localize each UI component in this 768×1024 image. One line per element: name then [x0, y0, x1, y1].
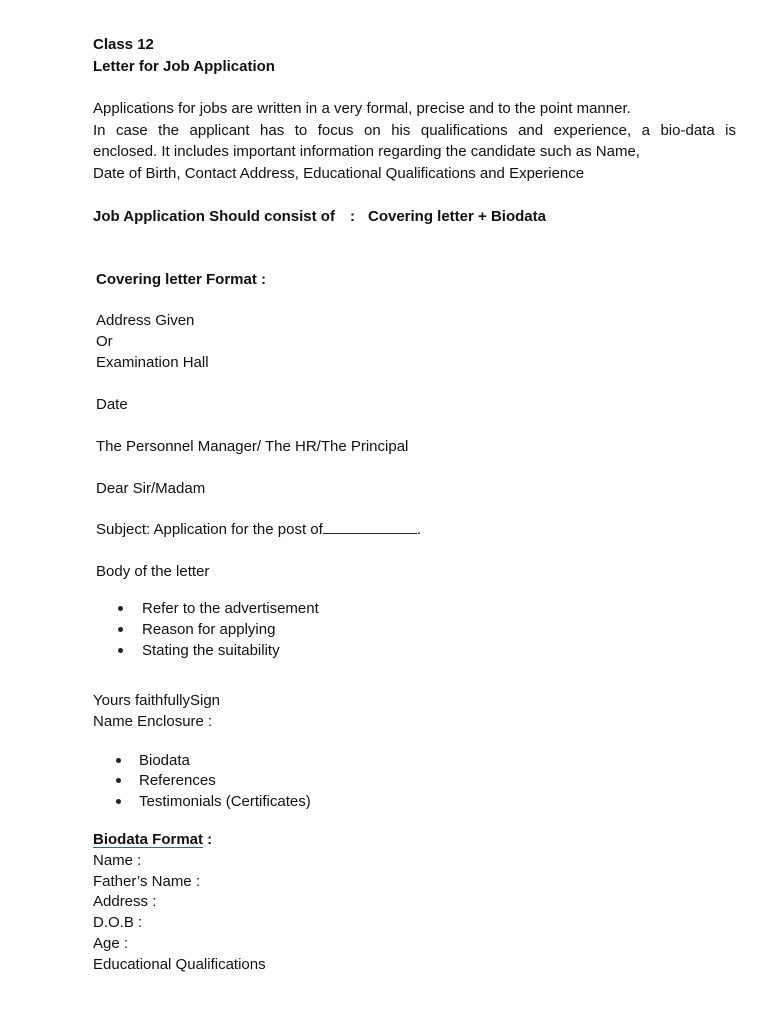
examination-hall: Examination Hall	[96, 354, 209, 371]
biodata-field-age: Age :	[93, 935, 129, 952]
consist-value: Covering letter + Biodata	[368, 208, 546, 225]
intro-line-1: Applications for jobs are written in a very formal, precise and to the point manner.	[93, 100, 631, 117]
biodata-field-name: Name :	[93, 852, 142, 869]
bullet-icon	[116, 758, 121, 763]
covering-heading: Covering letter Format :	[96, 271, 267, 288]
biodata-field-address: Address :	[93, 893, 157, 910]
biodata-field-fathers-name: Father’s Name :	[93, 873, 200, 890]
intro-line-4: Date of Birth, Contact Address, Educational Qualifications and Experience	[93, 165, 585, 182]
enclosure-line: Name Enclosure :	[93, 713, 213, 730]
body-point-1: Refer to the advertisement	[142, 600, 319, 617]
subject-line	[96, 519, 421, 540]
subject-suffix: .	[416, 521, 421, 538]
body-point-2: Reason for applying	[142, 621, 276, 638]
recipient-line: The Personnel Manager/ The HR/The Principal	[96, 438, 409, 455]
biodata-heading-text: Biodata Format	[93, 831, 204, 848]
address-given: Address Given	[96, 312, 195, 329]
biodata-heading	[93, 829, 212, 850]
subject-blank	[323, 519, 417, 534]
bullet-icon	[118, 627, 123, 632]
bullet-icon	[116, 799, 121, 804]
enclosure-item-2: References	[139, 772, 216, 789]
salutation: Dear Sir/Madam	[96, 480, 206, 497]
body-point-3: Stating the suitability	[142, 642, 280, 659]
subject-prefix: Subject: Application for the post of	[96, 521, 323, 538]
consist-separator: :	[350, 208, 355, 225]
enclosure-item-1: Biodata	[139, 752, 190, 769]
class-label: Class 12	[93, 36, 154, 53]
address-or: Or	[96, 333, 113, 350]
biodata-field-education: Educational Qualifications	[93, 956, 266, 973]
closing-line: Yours faithfullySign	[93, 692, 221, 709]
bullet-icon	[118, 606, 123, 611]
intro-line-3: enclosed. It includes important information regarding the candidate such as Name,	[93, 143, 640, 160]
intro-line-2: In case the applicant has to focus on his qualifications and experience, a bio-data is	[93, 122, 736, 139]
consist-label: Job Application Should consist of	[93, 208, 335, 225]
bullet-icon	[116, 778, 121, 783]
enclosure-item-3: Testimonials (Certificates)	[139, 793, 311, 810]
biodata-heading-colon: :	[203, 831, 213, 848]
biodata-field-dob: D.O.B :	[93, 914, 143, 931]
document-title: Letter for Job Application	[93, 58, 275, 75]
date-label: Date	[96, 396, 128, 413]
bullet-icon	[118, 648, 123, 653]
body-heading: Body of the letter	[96, 563, 210, 580]
